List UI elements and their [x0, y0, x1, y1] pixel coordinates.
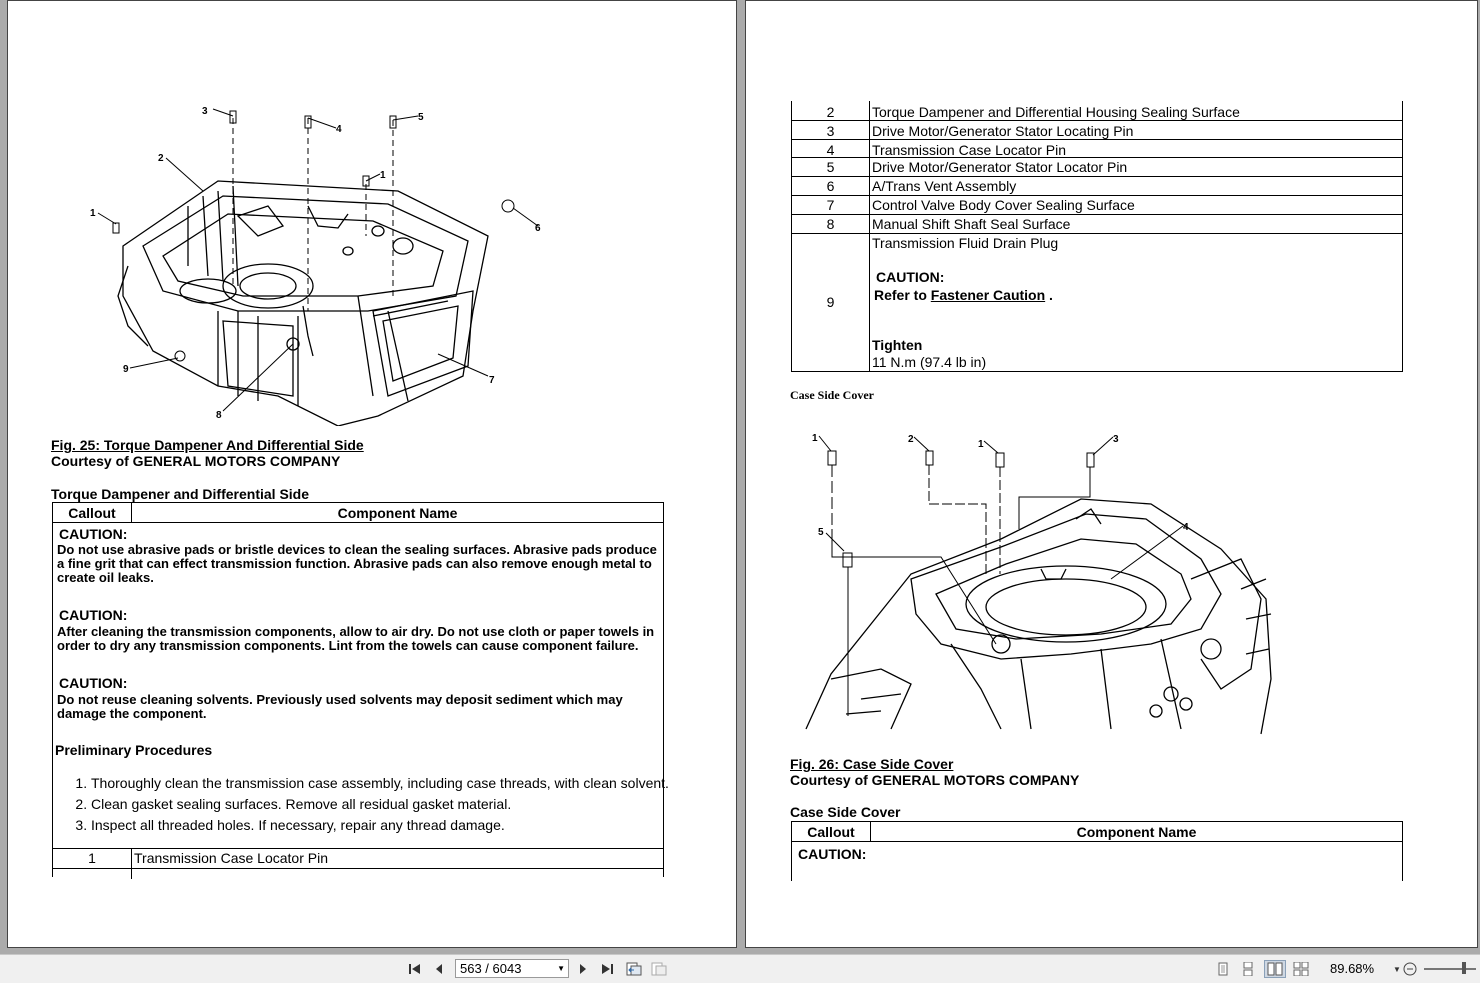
zoom-dropdown-chevron-down-icon[interactable]: ▼	[1393, 964, 1401, 974]
next-view-icon[interactable]	[650, 960, 668, 978]
facing-icon[interactable]	[1264, 960, 1286, 978]
figure-26-illustration	[801, 429, 1291, 739]
figure-title: Fig. 25: Torque Dampener And Differential Side	[51, 437, 364, 453]
fig25-callout: 3	[202, 106, 208, 117]
table-row	[792, 120, 1402, 140]
preliminary-procedures-heading: Preliminary Procedures	[55, 742, 213, 758]
zoom-out-icon[interactable]	[1401, 960, 1419, 978]
refer-prefix: Refer to	[874, 287, 927, 303]
right-page	[745, 0, 1478, 948]
next-page-icon[interactable]	[574, 960, 592, 978]
table-row	[792, 157, 1402, 177]
fig25-callout: 2	[158, 153, 164, 164]
torque-spec: 11 N.m (97.4 lb in)	[872, 354, 987, 370]
procedure-step: 3. Inspect all threaded holes. If necessary, repair any thread damage.	[91, 817, 671, 833]
procedure-step: 1. Thoroughly clean the transmission case assembly, including case threads, with clean solvent.	[91, 775, 671, 791]
continuous-icon[interactable]	[1239, 960, 1257, 978]
fig26-callout: 1	[978, 439, 984, 450]
row-callout: 5	[826, 159, 835, 175]
figure-credit: Courtesy of GENERAL MOTORS COMPANY	[51, 453, 341, 469]
page-number-input[interactable]	[455, 959, 569, 978]
row-callout: 1	[88, 850, 96, 866]
fig26-callout: 2	[908, 434, 914, 445]
procedure-steps	[55, 775, 671, 838]
fig25-callout: 7	[489, 375, 495, 386]
row-component-name: Manual Shift Shaft Seal Surface	[872, 216, 1071, 232]
caution-label: CAUTION:	[59, 526, 128, 542]
row-component-name: Transmission Fluid Drain Plug	[872, 235, 1059, 251]
fig25-callout: 1	[90, 208, 96, 219]
page-indicator: 563 / 6043	[460, 961, 522, 976]
row-callout: 9	[826, 294, 835, 310]
viewer-toolbar	[0, 954, 1480, 983]
last-page-icon[interactable]	[598, 960, 616, 978]
fig25-callout: 5	[418, 112, 424, 123]
case-side-cover-table	[791, 821, 1403, 881]
caution-label: CAUTION:	[59, 675, 128, 691]
row-callout: 8	[826, 216, 835, 232]
figure-25-illustration	[68, 96, 548, 426]
fig25-callout: 1	[380, 170, 386, 181]
row-component-name: Transmission Case Locator Pin	[134, 850, 329, 866]
caution-label: CAUTION:	[798, 846, 867, 862]
fig25-callout: 6	[535, 223, 541, 234]
table-header-row	[53, 503, 663, 523]
refer-suffix: .	[1049, 287, 1053, 303]
table-row	[792, 139, 1402, 158]
zoom-slider[interactable]	[1424, 968, 1476, 970]
row-component-name: Torque Dampener and Differential Housing Sealing Surface	[872, 104, 1240, 120]
previous-view-icon[interactable]	[625, 960, 643, 978]
table-row	[792, 176, 1402, 196]
fastener-caution-link[interactable]: Fastener Caution	[930, 287, 1046, 303]
chevron-down-icon[interactable]: ▼	[557, 964, 565, 973]
fig26-callout: 3	[1113, 434, 1119, 445]
component-table-continued	[791, 101, 1403, 372]
table-row	[53, 848, 663, 869]
column-divider	[131, 849, 132, 879]
table-row	[792, 195, 1402, 215]
table-title: Torque Dampener and Differential Side	[51, 486, 310, 502]
row-component-name: Control Valve Body Cover Sealing Surface	[872, 197, 1135, 213]
table-row	[792, 101, 1402, 121]
zoom-level[interactable]: 89.68%	[1330, 961, 1375, 976]
row-callout: 4	[826, 142, 835, 158]
caution-text: After cleaning the transmission components, allow to air dry. Do not use cloth or paper towels in order to dry any transmission components. Lint from the towels can cause component failure.	[57, 624, 655, 653]
continuous-facing-icon[interactable]	[1292, 960, 1310, 978]
fig26-callout: 1	[812, 433, 818, 444]
header-component-name: Component Name	[337, 505, 458, 521]
zoom-slider-thumb[interactable]	[1462, 962, 1466, 974]
single-page-icon[interactable]	[1214, 960, 1232, 978]
row-callout: 3	[826, 123, 835, 139]
fig25-callout: 4	[336, 124, 342, 135]
row-callout: 2	[826, 104, 835, 120]
caution-label: CAUTION:	[876, 269, 945, 285]
fig25-callout: 8	[216, 410, 222, 421]
tighten-label: Tighten	[872, 337, 923, 353]
table-row	[792, 233, 1402, 371]
first-page-icon[interactable]	[406, 960, 424, 978]
caution-label: CAUTION:	[59, 607, 128, 623]
section-heading: Case Side Cover	[790, 388, 874, 402]
fig25-callout: 9	[123, 364, 129, 375]
row-callout: 6	[826, 178, 835, 194]
header-callout: Callout	[807, 824, 855, 840]
header-callout: Callout	[68, 505, 116, 521]
table-row	[792, 214, 1402, 234]
figure-credit: Courtesy of GENERAL MOTORS COMPANY	[790, 772, 1080, 788]
row-component-name: Drive Motor/Generator Stator Locating Pin	[872, 123, 1134, 139]
caution-text: Do not reuse cleaning solvents. Previously used solvents may deposit sediment which may damage the component.	[57, 692, 623, 721]
table-title: Case Side Cover	[790, 804, 901, 820]
fig26-callout: 5	[818, 527, 824, 538]
row-component-name: A/Trans Vent Assembly	[872, 178, 1017, 194]
caution-reference	[874, 287, 1053, 303]
left-page	[7, 0, 737, 948]
procedure-step: 2. Clean gasket sealing surfaces. Remove all residual gasket material.	[91, 796, 671, 812]
row-component-name: Transmission Case Locator Pin	[872, 142, 1067, 158]
fig26-callout: 4	[1183, 522, 1189, 533]
prev-page-icon[interactable]	[430, 960, 448, 978]
row-callout: 7	[826, 197, 835, 213]
figure-26-pin-5	[814, 521, 864, 721]
figure-title: Fig. 26: Case Side Cover	[790, 756, 954, 772]
table-header-row	[792, 822, 1402, 842]
component-table	[52, 502, 669, 877]
row-component-name: Drive Motor/Generator Stator Locator Pin	[872, 159, 1128, 175]
caution-text: Do not use abrasive pads or bristle devices to clean the sealing surfaces. Abrasive pads produce a fine grit that can effect transmission function. Abrasive pads can also remove enough metal to create oil leaks.	[57, 542, 657, 585]
header-component-name: Component Name	[1076, 824, 1197, 840]
